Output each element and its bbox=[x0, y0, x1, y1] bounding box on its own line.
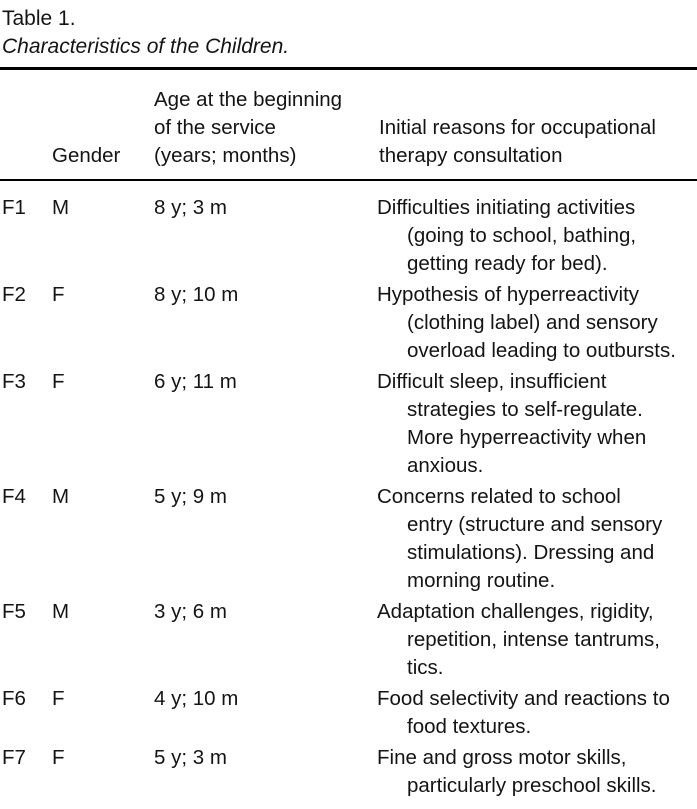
gender-value: M bbox=[52, 196, 70, 219]
gender-value: F bbox=[52, 370, 65, 393]
row-id: F2 bbox=[2, 283, 26, 306]
table-caption: Characteristics of the Children. bbox=[2, 35, 290, 58]
table-row bbox=[0, 281, 697, 365]
age-value: 6 y; 11 m bbox=[154, 370, 237, 393]
reason-value: Difficulties initiating activities (going to school, bathing, getting ready for bed). bbox=[377, 196, 637, 275]
column-header-gender: Gender bbox=[52, 144, 121, 167]
gender-value: F bbox=[52, 746, 65, 769]
table-row bbox=[0, 744, 697, 800]
table-header-row bbox=[0, 70, 697, 181]
row-id: F6 bbox=[2, 687, 26, 710]
gender-value: F bbox=[52, 283, 65, 306]
row-id: F4 bbox=[2, 485, 26, 508]
age-value: 5 y; 3 m bbox=[154, 746, 227, 769]
row-id: F1 bbox=[2, 196, 26, 219]
reason-value: Concerns related to school entry (structure and sensory stimulations). Dressing and morning routine. bbox=[377, 485, 663, 592]
table-row bbox=[0, 598, 697, 682]
reason-value: Difficult sleep, insufficient strategies to self-regulate. More hyperreactivity when anxious. bbox=[377, 370, 647, 477]
column-header-age: Age at the beginning of the service (years; months) bbox=[154, 88, 343, 167]
table-body bbox=[0, 181, 697, 809]
age-value: 5 y; 9 m bbox=[154, 485, 227, 508]
gender-value: M bbox=[52, 485, 70, 508]
reason-value: Food selectivity and reactions to food textures. bbox=[377, 687, 670, 738]
characteristics-table bbox=[0, 67, 697, 809]
age-value: 3 y; 6 m bbox=[154, 600, 227, 623]
age-value: 4 y; 10 m bbox=[154, 687, 239, 710]
gender-value: F bbox=[52, 687, 65, 710]
table-label: Table 1. bbox=[2, 7, 76, 30]
table-row bbox=[0, 194, 697, 278]
gender-value: M bbox=[52, 600, 70, 623]
row-id: F5 bbox=[2, 600, 26, 623]
age-value: 8 y; 10 m bbox=[154, 283, 239, 306]
reason-value: Adaptation challenges, rigidity, repetition, intense tantrums, tics. bbox=[377, 600, 660, 679]
age-value: 8 y; 3 m bbox=[154, 196, 227, 219]
table-row bbox=[0, 685, 697, 741]
column-header-reasons: Initial reasons for occupational therapy consultation bbox=[379, 116, 656, 167]
table-row bbox=[0, 368, 697, 480]
row-id: F3 bbox=[2, 370, 26, 393]
reason-value: Fine and gross motor skills, particularly preschool skills. bbox=[377, 746, 657, 797]
reason-value: Hypothesis of hyperreactivity (clothing label) and sensory overload leading to outbursts. bbox=[377, 283, 676, 362]
row-id: F7 bbox=[2, 746, 26, 769]
table-row bbox=[0, 483, 697, 595]
